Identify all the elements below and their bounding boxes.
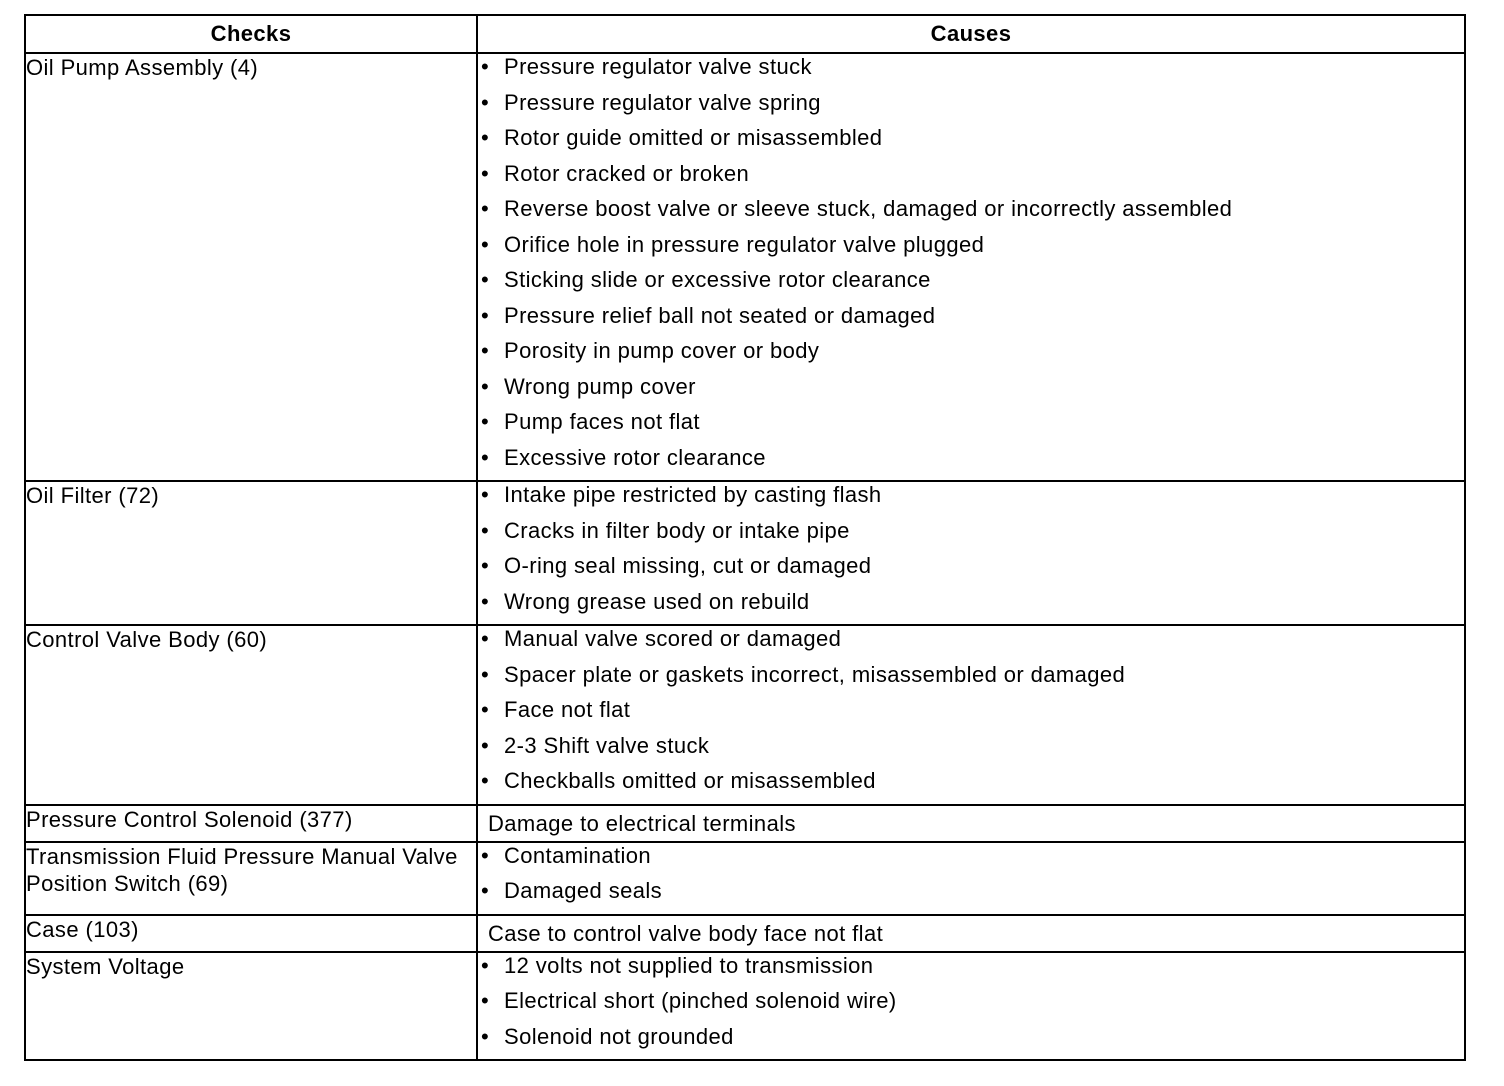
cause-text: Pressure regulator valve spring — [504, 89, 821, 115]
cause-item — [478, 953, 1464, 989]
bullet: • — [481, 878, 490, 903]
cause-text: Intake pipe restricted by casting flash — [504, 482, 882, 507]
causes-cell: Case to control valve body face not flat — [477, 915, 1465, 952]
bullet: • — [481, 302, 490, 328]
cause-item — [478, 445, 1464, 481]
table-row — [25, 481, 1465, 625]
cause-text: Sticking slide or excessive rotor clearance — [504, 267, 931, 292]
cause-text: Orifice hole in pressure regulator valve plugged — [504, 231, 985, 257]
cause-text: Pressure regulator valve stuck — [504, 54, 812, 79]
cause-item — [478, 662, 1464, 698]
check-cell: Oil Pump Assembly (4) — [25, 53, 477, 481]
bullet: • — [481, 988, 490, 1013]
bullet: • — [481, 89, 490, 115]
diagnosis-table — [24, 14, 1466, 1061]
bullet: • — [481, 54, 490, 79]
bullet: • — [481, 373, 490, 399]
cause-text: Checkballs omitted or misassembled — [504, 768, 876, 793]
bullet: • — [481, 626, 490, 651]
check-cell: Transmission Fluid Pressure Manual Valve Position Switch (69) — [25, 842, 477, 915]
bullet: • — [481, 338, 490, 363]
cause-text: Face not flat — [504, 697, 631, 722]
cause-item — [478, 409, 1464, 445]
cause-item — [478, 54, 1464, 90]
cause-item — [478, 338, 1464, 374]
causes-cell — [477, 842, 1465, 915]
cause-text: Damaged seals — [504, 878, 663, 903]
table-row — [25, 842, 1465, 915]
cause-text: O-ring seal missing, cut or damaged — [504, 553, 872, 578]
cause-item — [478, 697, 1464, 733]
bullet: • — [481, 697, 490, 722]
cause-item — [478, 878, 1464, 914]
causes-cell — [477, 481, 1465, 625]
bullet: • — [481, 842, 490, 868]
bullet: • — [481, 231, 490, 257]
causes-cell — [477, 625, 1465, 805]
causes-cell: Damage to electrical terminals — [477, 805, 1465, 842]
cause-item — [478, 843, 1464, 879]
header-row — [25, 15, 1465, 53]
bullet: • — [481, 732, 490, 758]
cause-item — [478, 90, 1464, 126]
bullet: • — [481, 160, 490, 186]
cause-item — [478, 482, 1464, 518]
cause-text: Rotor cracked or broken — [504, 160, 750, 186]
cause-item — [478, 553, 1464, 589]
cause-text: Manual valve scored or damaged — [504, 626, 842, 651]
bullet: • — [481, 661, 490, 687]
bullet: • — [481, 482, 490, 507]
cause-list — [478, 54, 1464, 480]
bullet: • — [481, 588, 490, 614]
cause-text: Excessive rotor clearance — [504, 444, 766, 470]
cause-item — [478, 161, 1464, 197]
cause-text: Contamination — [504, 842, 652, 868]
check-cell: Case (103) — [25, 915, 477, 952]
cause-text: Solenoid not grounded — [504, 1023, 734, 1049]
bullet: • — [481, 1023, 490, 1049]
table-row — [25, 952, 1465, 1061]
cause-text: Reverse boost valve or sleeve stuck, damaged or incorrectly assembled — [504, 196, 1233, 221]
bullet: • — [481, 768, 490, 793]
cause-text: Pump faces not flat — [504, 409, 700, 434]
cause-text: Electrical short (pinched solenoid wire) — [504, 988, 897, 1013]
causes-cell — [477, 53, 1465, 481]
cause-item — [478, 374, 1464, 410]
bullet: • — [481, 553, 490, 578]
table-row — [25, 805, 1465, 842]
table-row — [25, 915, 1465, 952]
cause-list — [478, 953, 1464, 1060]
cause-item — [478, 589, 1464, 625]
bullet: • — [481, 125, 490, 150]
cause-item — [478, 988, 1464, 1024]
check-cell: Oil Filter (72) — [25, 481, 477, 625]
cause-item — [478, 518, 1464, 554]
cause-item — [478, 125, 1464, 161]
cause-item — [478, 626, 1464, 662]
cause-list — [478, 626, 1464, 804]
cause-list — [478, 482, 1464, 624]
bullet: • — [481, 196, 490, 221]
check-cell: Pressure Control Solenoid (377) — [25, 805, 477, 842]
cause-text: Cracks in filter body or intake pipe — [504, 517, 850, 543]
bullet: • — [481, 952, 490, 978]
cause-item — [478, 196, 1464, 232]
cause-text: Wrong grease used on rebuild — [504, 588, 810, 614]
cause-text: Rotor guide omitted or misassembled — [504, 125, 883, 150]
table-row — [25, 625, 1465, 805]
cause-item — [478, 768, 1464, 804]
cause-text: 12 volts not supplied to transmission — [504, 952, 874, 978]
cause-item — [478, 1024, 1464, 1060]
causes-column-header: Causes — [477, 15, 1465, 53]
cause-item — [478, 733, 1464, 769]
cause-text: Porosity in pump cover or body — [504, 338, 820, 363]
cause-item — [478, 267, 1464, 303]
cause-text: Pressure relief ball not seated or damaged — [504, 302, 936, 328]
bullet: • — [481, 517, 490, 543]
check-cell: System Voltage — [25, 952, 477, 1061]
cause-item — [478, 303, 1464, 339]
bullet: • — [481, 267, 490, 292]
check-cell: Control Valve Body (60) — [25, 625, 477, 805]
cause-item — [478, 232, 1464, 268]
table-row — [25, 53, 1465, 481]
cause-text: 2-3 Shift valve stuck — [504, 732, 710, 758]
bullet: • — [481, 444, 490, 470]
bullet: • — [481, 409, 490, 434]
cause-list — [478, 843, 1464, 914]
causes-cell — [477, 952, 1465, 1061]
cause-text: Spacer plate or gaskets incorrect, misassembled or damaged — [504, 661, 1126, 687]
checks-column-header: Checks — [25, 15, 477, 53]
cause-text: Wrong pump cover — [504, 373, 696, 399]
